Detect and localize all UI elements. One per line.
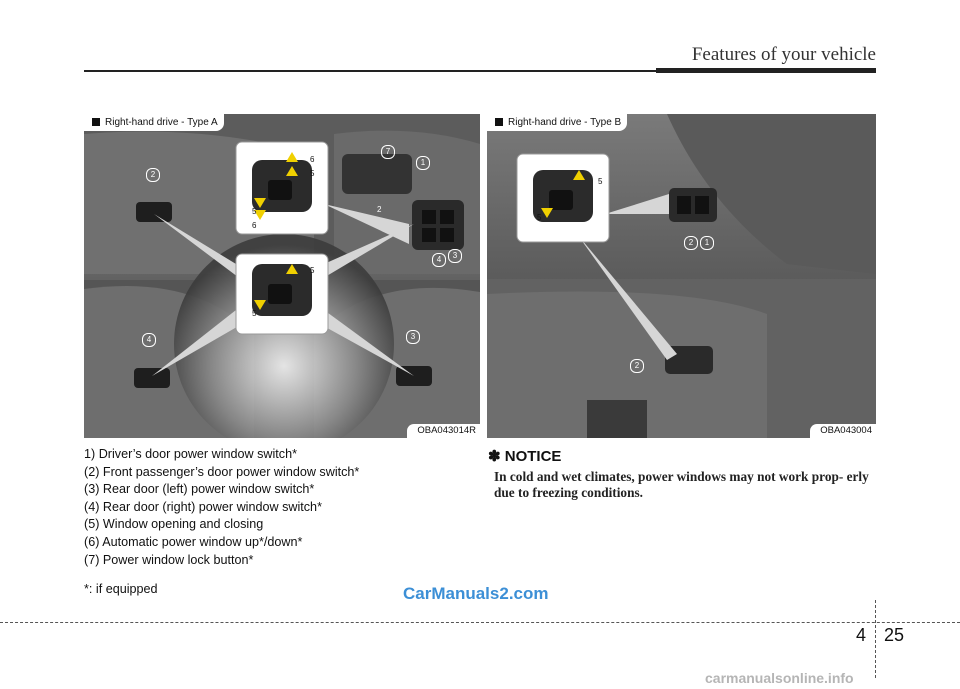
callout-a-4-right: 4 — [432, 253, 446, 267]
header-rule-accent — [656, 68, 876, 73]
legend-footnote: *: if equipped — [84, 582, 158, 596]
callout-a-3-bottom: 3 — [406, 330, 420, 344]
figure-a-tag-text: Right-hand drive - Type A — [105, 117, 218, 128]
chapter-number: 4 — [856, 625, 867, 645]
callout-b-5-top: 5 — [598, 177, 603, 186]
callout-a-7: 7 — [381, 145, 395, 159]
figure-b-code: OBA043004 — [810, 424, 876, 438]
callout-a-4-bottom: 4 — [142, 333, 156, 347]
legend-list — [84, 446, 359, 569]
callout-a-6-left: 6 — [252, 221, 257, 230]
callout-a-6-top: 6 — [310, 155, 315, 164]
callout-a-3-right: 3 — [448, 249, 462, 263]
figure-b-illustration — [487, 114, 876, 438]
footer-dashed-rule — [0, 622, 960, 623]
watermark-mid[interactable]: CarManuals2.com — [403, 584, 549, 603]
callout-b-2-bottom: 2 — [630, 359, 644, 373]
callout-a-5-top: 5 — [310, 169, 315, 178]
legend-item: (5) Window opening and closing — [84, 517, 264, 532]
page-header-title: Features of your vehicle — [691, 44, 876, 65]
callout-a-1: 1 — [416, 156, 430, 170]
figure-a-tag — [84, 114, 224, 131]
legend-item: (2) Front passenger’s door power window switch* — [84, 464, 360, 479]
callout-a-5-mid-left: 5 — [252, 309, 257, 318]
watermark-bottom[interactable]: carmanualsonline.info — [705, 670, 854, 686]
callout-b-5-left: 5 — [537, 213, 542, 222]
callout-b-2-top: 2 — [684, 236, 698, 250]
figure-b-tag — [487, 114, 627, 131]
legend-item: (6) Automatic power window up*/down* — [84, 534, 303, 549]
square-bullet-icon — [495, 118, 503, 126]
square-bullet-icon — [92, 118, 100, 126]
notice-body: In cold and wet climates, power windows may not work prop- erly due to freezing conditions. — [494, 469, 869, 500]
legend-item: (4) Rear door (right) power window switch* — [84, 499, 322, 514]
notice-symbol-icon: ✽ — [488, 448, 501, 465]
notice-title-text: NOTICE — [504, 448, 562, 465]
callout-b-1: 1 — [700, 236, 714, 250]
legend-item: 1) Driver’s door power window switch* — [84, 447, 298, 461]
notice-title — [488, 447, 561, 465]
figure-b-tag-text: Right-hand drive - Type B — [508, 117, 622, 128]
callout-a-5-left: 5 — [252, 207, 257, 216]
page-number: 25 — [884, 625, 905, 645]
legend-item: (7) Power window lock button* — [84, 552, 254, 567]
footer-page-divider — [875, 600, 876, 678]
callout-a-2-right: 2 — [377, 205, 382, 214]
figure-b — [487, 114, 876, 438]
figure-a-code: OBA043014R — [407, 424, 480, 438]
callout-a-5-mid: 5 — [310, 266, 315, 275]
callout-a-2-top: 2 — [146, 168, 160, 182]
legend-item: (3) Rear door (left) power window switch* — [84, 482, 315, 497]
